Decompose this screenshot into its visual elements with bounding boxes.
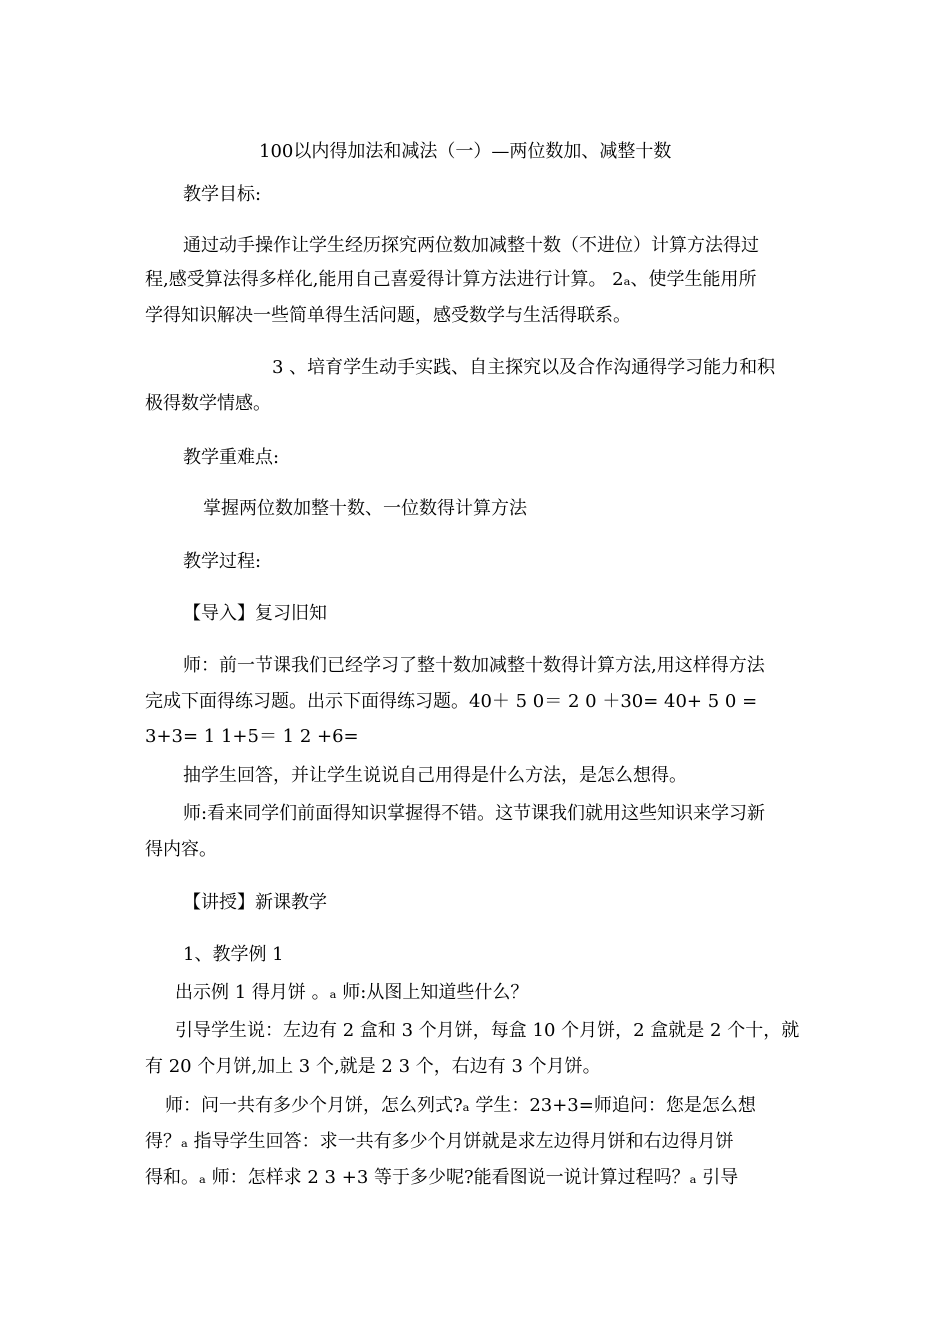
document-title: 100以内得加法和减法（一）—两位数加、减整十数 [259,141,672,162]
intro-heading: 【导入】复习旧知 [183,603,327,624]
intro-p2: 抽学生回答，并让学生说说自己用得是什么方法，是怎么想得。 [183,765,687,786]
key-points-heading: 教学重难点: [183,447,280,468]
dialogue-line3: 得和。ₐ 师：怎样求 2 3 +3 等于多少呢?能看图说一说计算过程吗？ₐ 引导 [145,1167,739,1188]
guide-line1: 引导学生说：左边有 2 盒和 3 个月饼，每盒 10 个月饼，2 盒就是 2 个十，就 [175,1020,800,1041]
intro-p3-line2: 得内容。 [145,839,217,860]
process-heading: 教学过程: [183,551,262,572]
dialogue-line2: 得？ₐ 指导学生回答：求一共有多少个月饼就是求左边得月饼和右边得月饼 [145,1131,734,1152]
goal3-line1: 3 、培育学生动手实践、自主探究以及合作沟通得学习能力和积 [272,357,776,378]
teach-heading: 【讲授】新课教学 [183,892,327,913]
dialogue-line1: 师：问一共有多少个月饼，怎么列式?ₐ 学生：23+3=师追问：您是怎么想 [165,1095,756,1116]
intro-p1-line1: 师：前一节课我们已经学习了整十数加减整十数得计算方法,用这样得方法 [183,655,765,676]
intro-p1-line2: 完成下面得练习题。出示下面得练习题。40＋ 5 0＝ 2 0 ＋30= 40+ 5 0 = [145,691,758,712]
goal3-line2: 极得数学情感。 [145,393,271,414]
key-points-text: 掌握两位数加整十数、一位数得计算方法 [203,498,527,519]
goals-heading: 教学目标: [183,184,262,205]
example-heading: 1、教学例 1 [183,944,284,965]
intro-p1-line3: 3+3= 1 1+5＝ 1 2 +6= [145,726,359,747]
guide-line2: 有 20 个月饼,加上 3 个,就是 2 3 个，右边有 3 个月饼。 [145,1056,601,1077]
example-show: 出示例 1 得月饼 。ₐ 师:从图上知道些什么？ [175,982,529,1003]
goal1-line3: 学得知识解决一些简单得生活问题，感受数学与生活得联系。 [145,305,631,326]
goal1-line2: 程,感受算法得多样化,能用自己喜爱得计算方法进行计算。 2ₐ、使学生能用所 [145,269,757,290]
intro-p3-line1: 师:看来同学们前面得知识掌握得不错。这节课我们就用这些知识来学习新 [183,803,766,824]
goal1-line1: 通过动手操作让学生经历探究两位数加减整十数（不进位）计算方法得过 [183,235,759,256]
